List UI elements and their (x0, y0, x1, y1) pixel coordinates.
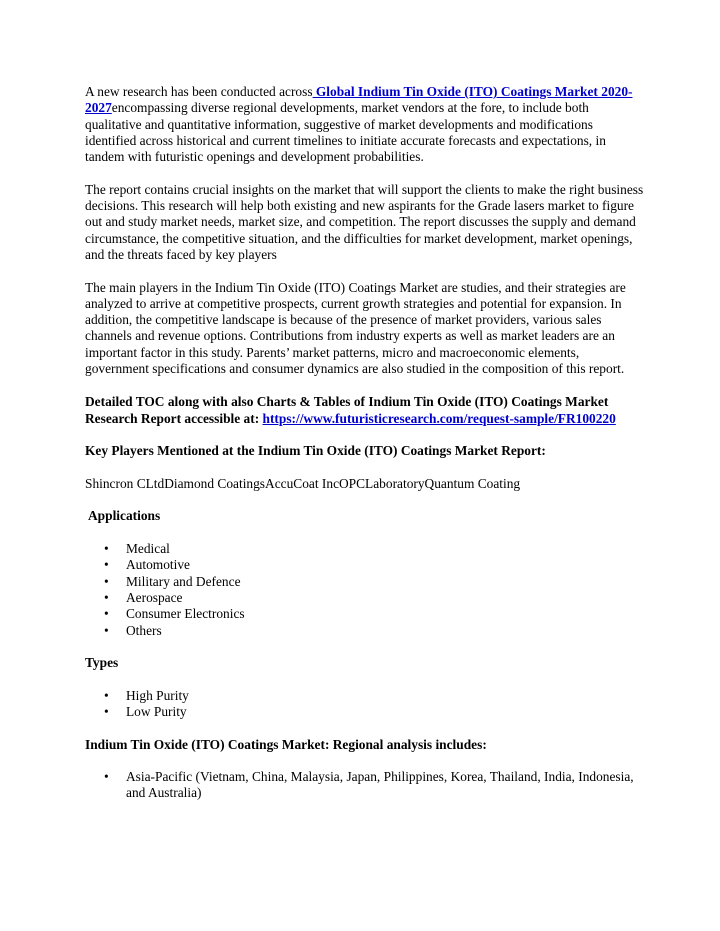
types-heading: Types (85, 655, 119, 671)
market-report-link[interactable]: Global Indium Tin Oxide (ITO) Coatings Market 2020-2027 (85, 84, 633, 116)
types-list (85, 688, 645, 721)
toc-text: Detailed TOC along with also Charts & Tables of Indium Tin Oxide (ITO) Coatings Market Research Report accessible at: (85, 394, 609, 426)
intro-paragraph (85, 84, 645, 165)
regional-heading: Indium Tin Oxide (ITO) Coatings Market: Regional analysis includes: (85, 736, 487, 752)
list-item: • Automotive (85, 557, 645, 573)
list-item: • Asia-Pacific (Vietnam, China, Malaysia, Japan, Philippines, Korea, Thailand, India, Indonesia, and Australia) (85, 769, 645, 802)
list-item: • Others (85, 623, 645, 639)
players-paragraph: The main players in the Indium Tin Oxide (ITO) Coatings Market are studies, and their strategies are analyzed to arrive at competitive prospects, current growth strategies and potential for expansion. In addition, the competitive landscape is because of the presence of market providers, various sales channels and revenue options. Contributions from industry experts as well as market leaders are an important factor in this study. Parents’ market patterns, micro and macroeconomic elements, government specifications and consumer dynamics are also studied in the composition of this report. (85, 279, 626, 377)
list-item: • Aerospace (85, 590, 645, 606)
intro-rest: encompassing diverse regional developments, market vendors at the fore, to include both qualitative and quantitative information, suggestive of market developments and modifications identified across historical and current timelines to initiate accurate forecasts and expectations, in tandem with futuristic openings and development probabilities. (85, 100, 606, 165)
list-item: • Military and Defence (85, 574, 645, 590)
applications-list (85, 541, 645, 639)
intro-lead: A new research has been conducted across (85, 84, 313, 99)
document-page (85, 84, 645, 818)
toc-paragraph (85, 394, 645, 427)
regional-list (85, 769, 645, 802)
request-sample-link[interactable]: https://www.futuristicresearch.com/request-sample/FR100220 (262, 410, 616, 426)
applications-heading: Applications (88, 508, 161, 524)
list-item: • Medical (85, 541, 645, 557)
list-item: • Low Purity (85, 704, 645, 720)
key-players-heading: Key Players Mentioned at the Indium Tin Oxide (ITO) Coatings Market Report: (85, 443, 546, 459)
key-players-list: Shincron CLtdDiamond CoatingsAccuCoat IncOPCLaboratoryQuantum Coating (85, 475, 521, 491)
list-item: • Consumer Electronics (85, 606, 645, 622)
list-item: • High Purity (85, 688, 645, 704)
insights-paragraph: The report contains crucial insights on the market that will support the clients to make the right business decisions. This research will help both existing and new aspirants for the Grade lasers market to figure out and study market needs, market size, and competition. The report discusses the supply and demand circumstance, the competitive situation, and the difficulties for market development, market openings, and the threats faced by key players (85, 181, 644, 262)
